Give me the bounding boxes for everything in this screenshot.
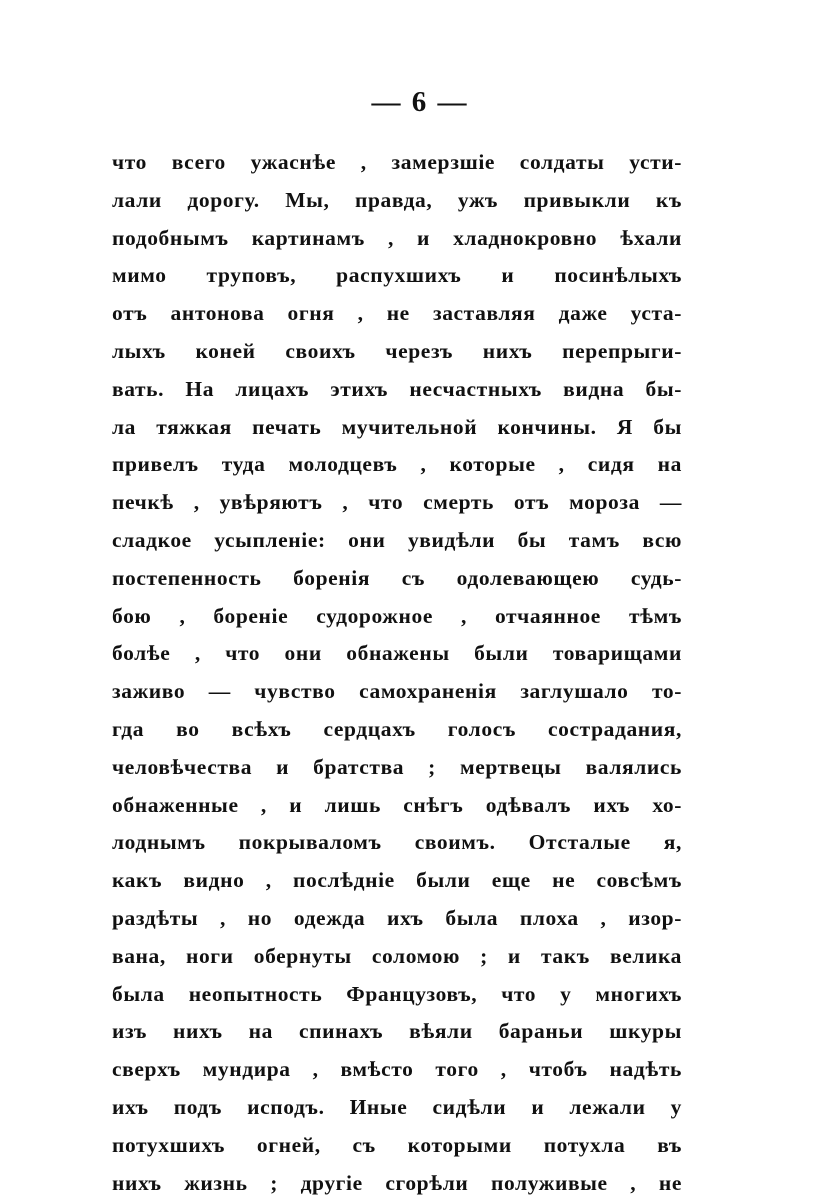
text-line: мимо труповъ, распухшихъ и посинѣлыхъ <box>112 263 682 288</box>
text-line: вана, ноги обернуты соломою ; и такъ велика <box>112 943 682 968</box>
text-line: бою , бореніе судорожное , отчаянное тѣмъ <box>112 603 682 628</box>
text-line: обнаженные , и лишь снѣгъ одѣвалъ ихъ хо- <box>112 792 682 817</box>
text-line: вать. На лицахъ этихъ несчастныхъ видна бы- <box>112 376 682 401</box>
text-line: была неопытность Французовъ, что у многихъ <box>112 981 682 1006</box>
text-line: постепенность боренія съ одолевающею судь- <box>112 565 682 590</box>
text-line: человѣчества и братства ; мертвецы валялись <box>112 754 682 779</box>
text-line: заживо — чувство самохраненія заглушало то- <box>112 679 682 704</box>
text-line: нихъ жизнь ; другіе сгорѣли полуживые , не <box>112 1170 682 1195</box>
text-line: изъ нихъ на спинахъ вѣяли бараньи шкуры <box>112 1019 682 1044</box>
text-line: печкѣ , увѣряютъ , что смерть отъ мороза — <box>112 490 682 515</box>
text-line: гда во всѣхъ сердцахъ голосъ сострадания, <box>112 716 682 741</box>
text-line: привелъ туда молодцевъ , которые , сидя на <box>112 452 682 477</box>
text-line: лоднымъ покрываломъ своимъ. Отсталые я, <box>112 830 682 855</box>
text-line: отъ антонова огня , не заставляя даже уста- <box>112 301 682 326</box>
text-line: болѣе , что они обнажены были товарищами <box>112 641 682 666</box>
text-line: лали дорогу. Мы, правда, ужъ привыкли къ <box>112 187 682 212</box>
text-line: потухшихъ огней, съ которыми потухла въ <box>112 1132 682 1157</box>
text-line: ла тяжкая печать мучительной кончины. Я бы <box>112 414 682 439</box>
text-line: что всего ужаснѣе , замерзшіе солдаты усти- <box>112 150 682 174</box>
text-line: лыхъ коней своихъ черезъ нихъ перепрыги- <box>112 338 682 363</box>
body-text <box>112 144 682 1202</box>
text-line: подобнымъ картинамъ , и хладнокровно ѣхали <box>112 225 682 250</box>
text-line: сладкое усыпленіе: они увидѣли бы тамъ всю <box>112 527 682 552</box>
text-line: ихъ подъ исподъ. Иные сидѣли и лежали у <box>112 1094 682 1119</box>
text-line: сверхъ мундира , вмѣсто того , чтобъ надѣть <box>112 1057 682 1082</box>
page-number: — 6 — <box>371 86 469 118</box>
text-line: какъ видно , послѣдніе были еще не совсѣмъ <box>112 868 682 893</box>
text-line: раздѣты , но одежда ихъ была плоха , изор- <box>112 905 682 930</box>
